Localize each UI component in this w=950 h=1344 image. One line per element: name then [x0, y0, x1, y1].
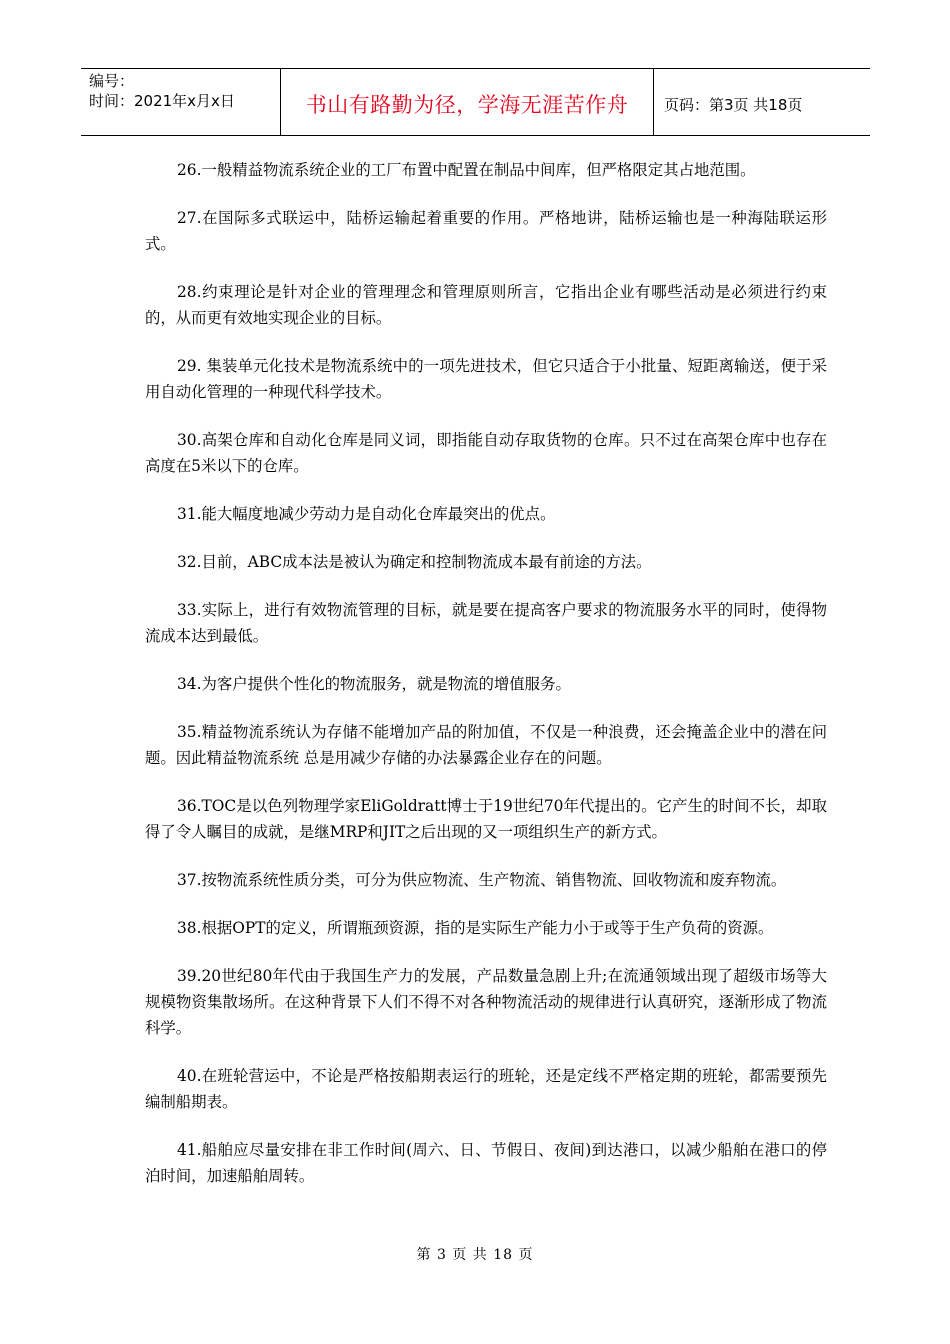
question-item-34: 34.为客户提供个性化的物流服务，就是物流的增值服务。 — [177, 675, 571, 693]
header-page-info: 页码：第3页 共18页 — [664, 95, 803, 114]
doc-date-label: 时间：2021年x月x日 — [89, 92, 235, 110]
question-item-38: 38.根据OPT的定义，所谓瓶颈资源，指的是实际生产能力小于或等于生产负荷的资源。 — [177, 919, 774, 937]
header-motto: 书山有路勤为径，学海无涯苦作舟 — [281, 69, 654, 135]
doc-number-label: 编号： — [89, 72, 135, 90]
question-item-41: 41.船舶应尽量安排在非工作时间(周六、日、节假日、夜间)到达港口，以减少船舶在港口的停泊时间，加速船舶周转。 — [145, 1141, 827, 1185]
question-item-40: 40.在班轮营运中，不论是严格按船期表运行的班轮，还是定线不严格定期的班轮，都需要预先编制船期表。 — [145, 1067, 827, 1111]
page-header — [81, 68, 870, 136]
document-body — [145, 157, 827, 1211]
question-item-37: 37.按物流系统性质分类，可分为供应物流、生产物流、销售物流、回收物流和废弃物流。 — [177, 871, 787, 889]
question-item-28: 28.约束理论是针对企业的管理理念和管理原则所言，它指出企业有哪些活动是必须进行约束的，从而更有效地实现企业的目标。 — [145, 283, 827, 327]
question-item-35: 35.精益物流系统认为存储不能增加产品的附加值，不仅是一种浪费，还会掩盖企业中的潜在问题。因此精益物流系统 总是用减少存储的办法暴露企业存在的问题。 — [145, 723, 827, 767]
question-item-36: 36.TOC是以色列物理学家EliGoldratt博士于19世纪70年代提出的。它产生的时间不长，却取得了令人瞩目的成就，是继MRP和JIT之后出现的又一项组织生产的新方式。 — [145, 797, 827, 841]
question-item-30: 30.高架仓库和自动化仓库是同义词，即指能自动存取货物的仓库。只不过在高架仓库中也存在高度在5米以下的仓库。 — [145, 431, 827, 475]
question-item-26: 26.一般精益物流系统企业的工厂布置中配置在制品中间库，但严格限定其占地范围。 — [177, 161, 756, 179]
question-item-39: 39.20世纪80年代由于我国生产力的发展，产品数量急剧上升;在流通领域出现了超级市场等大规模物资集散场所。在这种背景下人们不得不对各种物流活动的规律进行认真研究，逐渐形成了物流科学。 — [145, 967, 827, 1037]
question-item-33: 33.实际上，进行有效物流管理的目标，就是要在提高客户要求的物流服务水平的同时，使得物流成本达到最低。 — [145, 601, 827, 645]
question-item-32: 32.目前，ABC成本法是被认为确定和控制物流成本最有前途的方法。 — [177, 553, 652, 571]
question-item-31: 31.能大幅度地减少劳动力是自动化仓库最突出的优点。 — [177, 505, 556, 523]
question-item-29: 29. 集装单元化技术是物流系统中的一项先进技术，但它只适合于小批量、短距离输送，便于采用自动化管理的一种现代科学技术。 — [145, 357, 827, 401]
header-meta — [81, 69, 281, 135]
question-item-27: 27.在国际多式联运中，陆桥运输起着重要的作用。严格地讲，陆桥运输也是一种海陆联运形式。 — [145, 209, 827, 253]
page-footer: 第 3 页 共 18 页 — [416, 1247, 534, 1263]
